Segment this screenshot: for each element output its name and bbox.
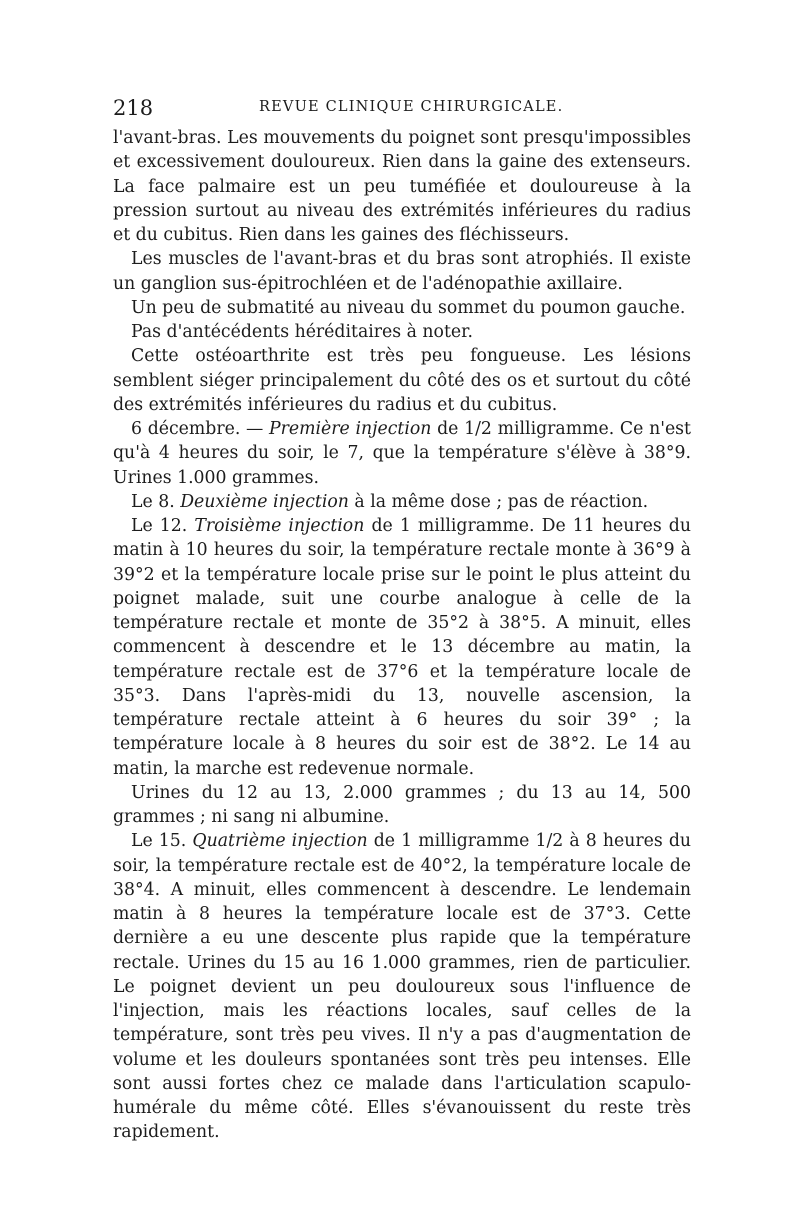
paragraph [113,829,691,1144]
text-run: Pas d'antécédents héréditaires à noter. [131,322,473,342]
text-run: l'avant-bras. Les mouvements du poignet sont presqu'impossibles et excessivement douloureux. Rien dans la gaine des extenseurs. La face palmaire est un peu tuméfiée et douloureuse à la pression surtout au niveau des extrémités inférieures du radius et du cubitus. Rien dans les gaines des fléchisseurs. [113,128,691,245]
text-run: Cette ostéoarthrite est très peu fongueuse. Les lésions semblent siéger principalement du côté des os et surtout du côté des extrémités inférieures du radius et du cubitus. [113,346,691,415]
text-run: Le 12. [131,516,195,536]
page-header [113,96,691,126]
italic-run: Première injection [269,419,432,439]
text-run: Un peu de submatité au niveau du sommet du poumon gauche. [131,297,686,318]
text-run: Urines du 12 au 13, 2.000 grammes ; du 13 au 14, 500 grammes ; ni sang ni albumine. [113,782,691,827]
text-run: Les muscles de l'avant-bras et du bras sont atrophiés. Il existe un ganglion sus-épitrochléen et de l'adénopathie axillaire. [113,249,691,294]
body-text [113,126,691,1145]
text-run: Le 15. [131,831,193,852]
paragraph [113,320,691,344]
page-number: 218 [113,96,154,120]
paragraph [113,344,691,417]
paragraph [113,417,691,490]
paragraph [113,781,691,830]
text-run: à la même dose ; pas de réaction. [348,491,649,512]
running-title: REVUE CLINIQUE CHIRURGICALE. [259,99,564,115]
text-run: 6 décembre. — [131,419,270,439]
paragraph [113,296,691,320]
text-run: de 1/2 milligramme. Ce n'est qu'à 4 heures du soir, le 7, que la température s'élève à 38°9. Urines 1.000 grammes. [113,419,691,488]
book-page [113,96,691,1145]
paragraph [113,490,691,514]
text-run: de 1 milligramme 1/2 à 8 heures du soir, la température rectale est de 40°2, la température locale de 38°4. A minuit, elles commencent à descendre. Le lendemain matin à 8 heures la température locale est de 37°3. Cette dernière a eu une descente plus rapide que la température rectale. Urines du 15 au 16 1.000 grammes, rien de particulier. Le poignet devient un peu douloureux sous l'influence de l'injection, mais les réactions locales, sauf celles de la température, sont très peu vives. Il n'y a pas d'augmentation de volume et les douleurs spontanées sont très peu intenses. Elle sont aussi fortes chez ce malade dans l'articulation scapulo-humérale du même côté. Elles s'évanouissent du reste très rapidement. [113,831,692,1143]
text-run: Le 8. [131,491,181,512]
italic-run: Deuxième injection [180,491,349,512]
italic-run: Troisième injection [194,516,365,536]
paragraph [113,126,691,247]
italic-run: Quatrième injection [192,831,368,852]
paragraph [113,514,691,781]
text-run: de 1 milligramme. De 11 heures du matin à 10 heures du soir, la température rectale monte à 36°9 à 39°2 et la température locale prise sur le point le plus atteint du poignet malade, suit une courbe analogue à celle de la température rectale et monte de 35°2 à 38°5. A minuit, elles commencent à descendre et le 13 décembre au matin, la température rectale est de 37°6 et la température locale de 35°3. Dans l'après-midi du 13, nouvelle ascension, la température rectale atteint à 6 heures du soir 39° ; la température locale à 8 heures du soir est de 38°2. Le 14 au matin, la marche est redevenue normale. [113,516,691,779]
paragraph [113,247,691,296]
